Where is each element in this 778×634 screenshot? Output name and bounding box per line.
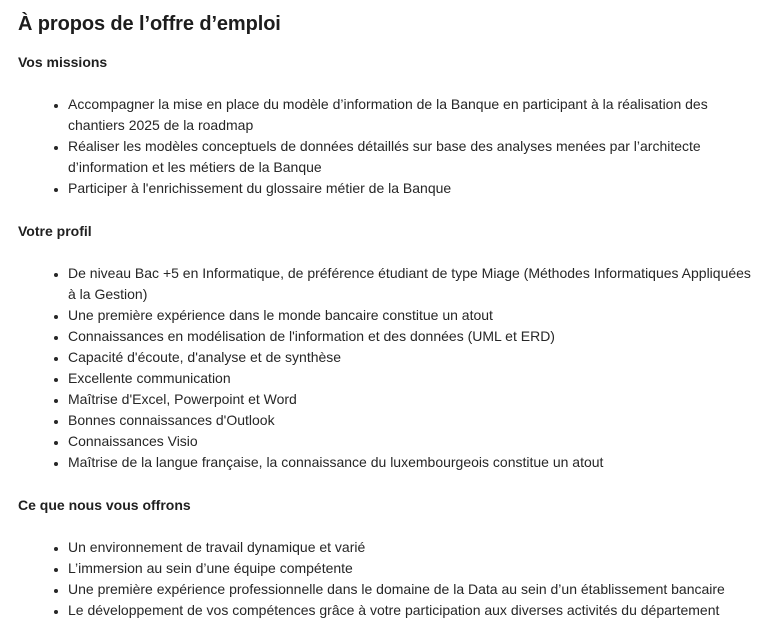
section-heading-profile: Votre profil — [18, 223, 92, 239]
list-item: • Connaissances Visio — [68, 431, 760, 452]
list-item: • Maîtrise de la langue française, la connaissance du luxembourgeois constitue un atout — [68, 452, 760, 473]
list-item: • Une première expérience dans le monde bancaire constitue un atout — [68, 305, 760, 326]
list-item: • Le développement de vos compétences grâce à votre participation aux diverses activités du département — [68, 600, 760, 621]
page-title: À propos de l’offre d’emploi — [18, 13, 281, 35]
profile-list — [18, 263, 760, 473]
section-missions — [18, 52, 760, 199]
section-heading-missions: Vos missions — [18, 54, 108, 70]
list-item: • Connaissances en modélisation de l'information et des données (UML et ERD) — [68, 326, 760, 347]
section-heading-offer: Ce que nous vous offrons — [18, 497, 191, 513]
list-item: • Participer à l'enrichissement du glossaire métier de la Banque — [68, 178, 760, 199]
section-profile — [18, 221, 760, 473]
list-item: • Accompagner la mise en place du modèle d’information de la Banque en participant à la réalisation des chantiers 2025 de la roadmap — [68, 94, 760, 136]
list-item: • L’immersion au sein d’une équipe compétente — [68, 558, 760, 579]
list-item: • Excellente communication — [68, 368, 760, 389]
list-item: • Bonnes connaissances d'Outlook — [68, 410, 760, 431]
list-item: • Réaliser les modèles conceptuels de données détaillés sur base des analyses menées par l’architecte d’information et les métiers de la Banque — [68, 136, 760, 178]
section-offer — [18, 495, 760, 621]
missions-list — [18, 94, 760, 199]
offer-list — [18, 537, 760, 621]
list-item: • Un environnement de travail dynamique et varié — [68, 537, 760, 558]
list-item: • Maîtrise d'Excel, Powerpoint et Word — [68, 389, 760, 410]
list-item: • De niveau Bac +5 en Informatique, de préférence étudiant de type Miage (Méthodes Informatiques Appliquées à la Gestion) — [68, 263, 760, 305]
list-item: • Capacité d'écoute, d'analyse et de synthèse — [68, 347, 760, 368]
list-item: • Une première expérience professionnelle dans le domaine de la Data au sein d’un établissement bancaire — [68, 579, 760, 600]
